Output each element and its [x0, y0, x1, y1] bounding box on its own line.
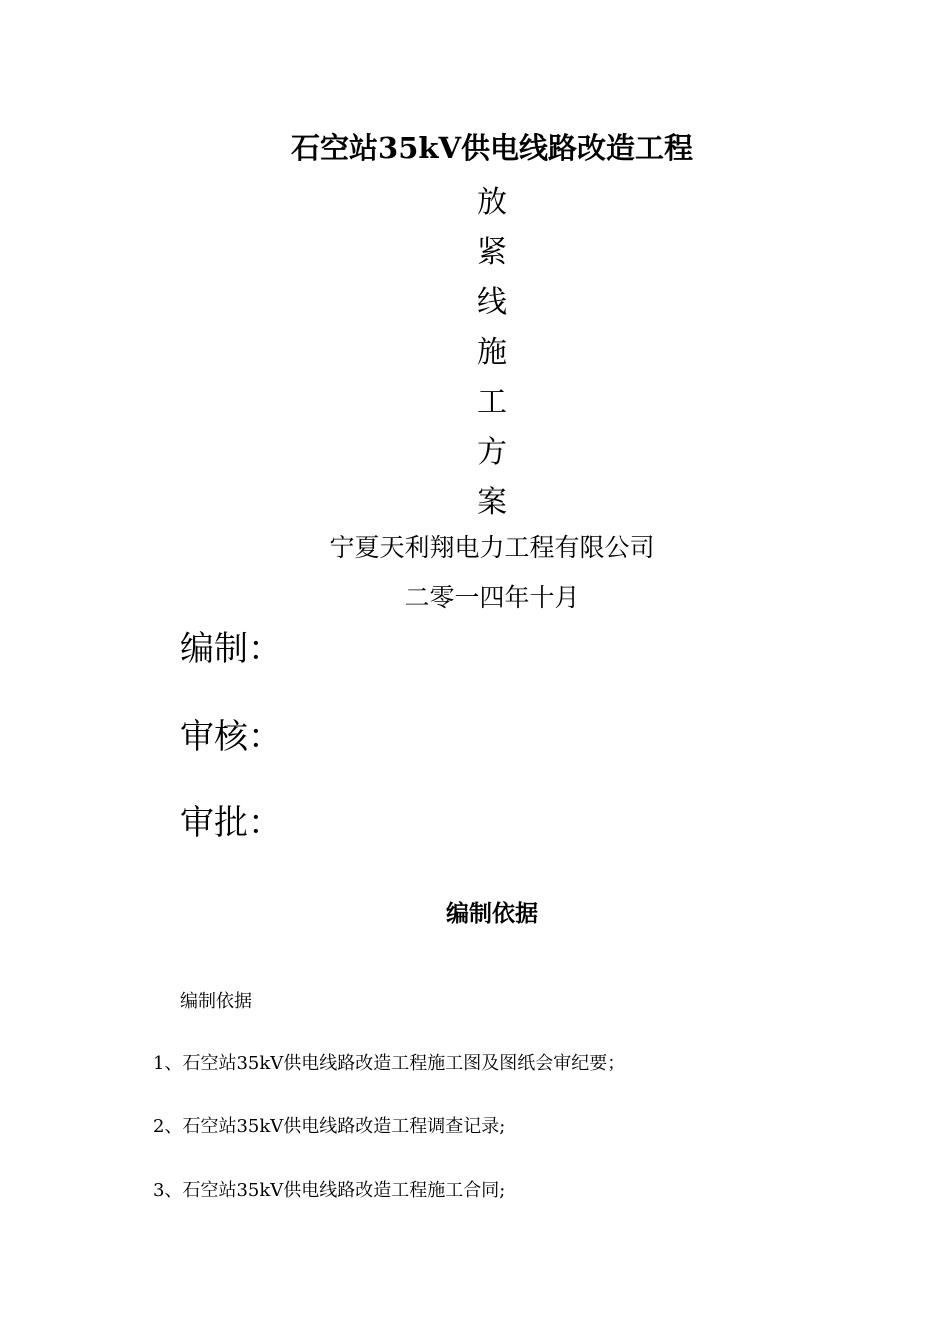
- plan-title-char: 线: [477, 285, 507, 320]
- plan-title-char: 紧: [477, 235, 507, 270]
- basis-label: 编制依据: [180, 991, 252, 1012]
- plan-title-char: 放: [477, 185, 507, 220]
- compiled-by-label: 编制：: [180, 629, 282, 669]
- plan-title-char: 工: [477, 385, 507, 420]
- reviewed-by-label: 审核：: [180, 717, 282, 757]
- basis-list-item: 3、石空站35kV供电线路改造工程施工合同;: [153, 1180, 506, 1201]
- plan-title-char: 方: [477, 435, 507, 470]
- company-name: 宁夏天利翔电力工程有限公司: [329, 533, 655, 562]
- plan-title-vertical: [0, 178, 950, 528]
- project-title: 石空站35kV供电线路改造工程: [291, 131, 693, 165]
- section-heading: 编制依据: [446, 900, 538, 927]
- document-date: 二零一四年十月: [404, 583, 580, 612]
- basis-list-item: 1、石空站35kV供电线路改造工程施工图及图纸会审纪要；: [153, 1053, 626, 1074]
- plan-title-char: 案: [477, 485, 507, 520]
- basis-list-item: 2、石空站35kV供电线路改造工程调查记录;: [153, 1116, 506, 1137]
- approved-by-label: 审批：: [180, 803, 282, 843]
- plan-title-char: 施: [477, 335, 507, 370]
